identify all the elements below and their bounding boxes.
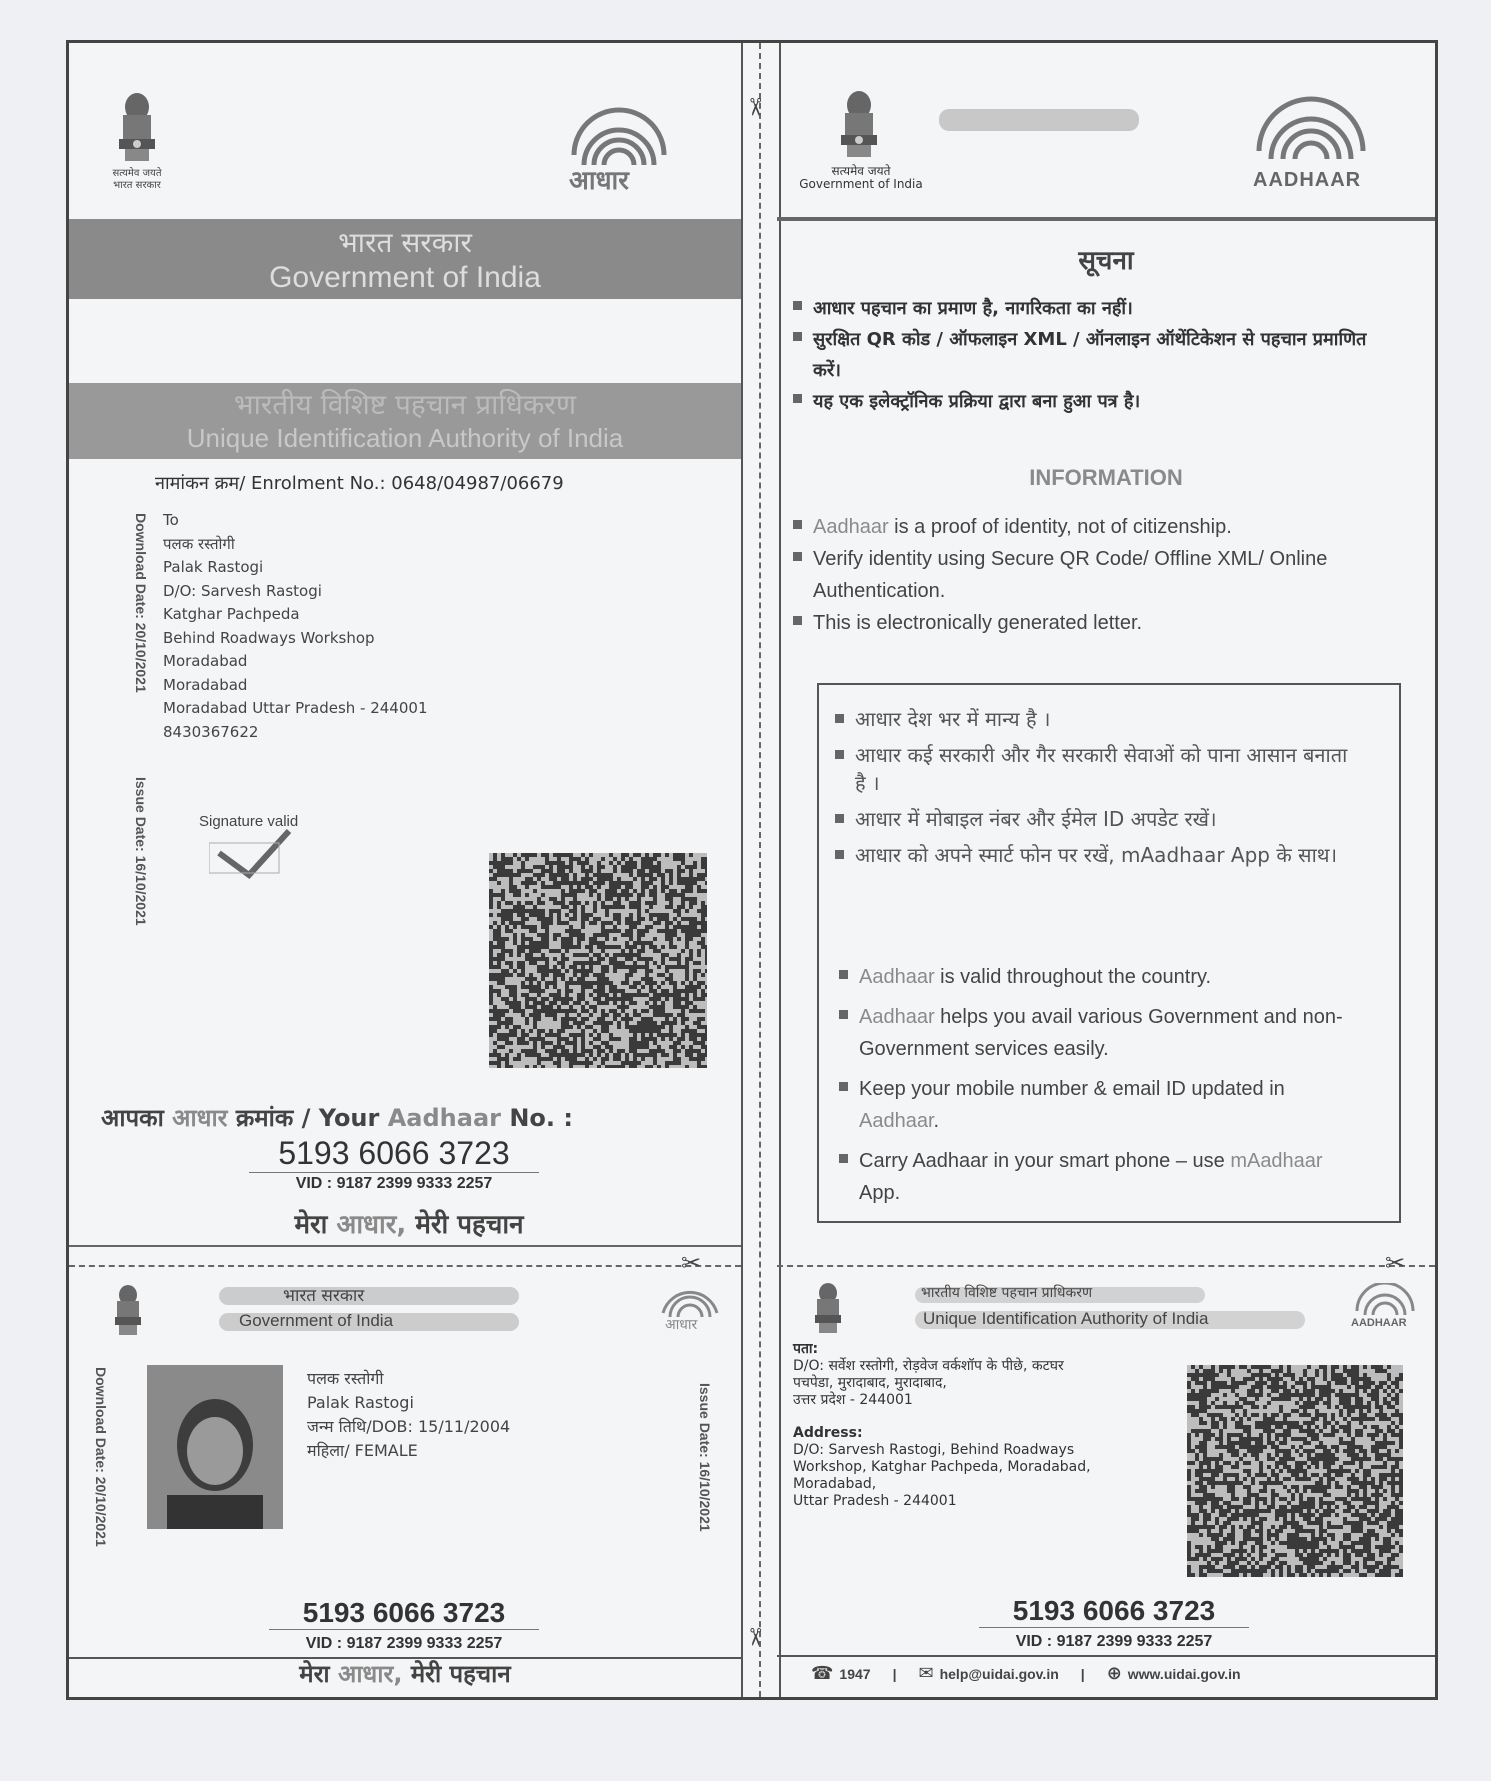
redacted-mark <box>939 109 1139 131</box>
address-line: D/O: Sarvesh Rastogi, Behind Roadways <box>793 1442 1075 1458</box>
info-item-text: Verify identity using Secure QR Code/ Offline XML/ Online Authentication. <box>813 548 1328 602</box>
photo <box>147 1365 283 1529</box>
divider <box>777 217 1435 221</box>
enrolment-number: नामांकन क्रम/ Enrolment No.: 0648/04987/06679 <box>155 473 564 494</box>
address-line: Behind Roadways Workshop <box>163 628 375 647</box>
download-date: Download Date: 20/10/2021 <box>133 513 149 693</box>
scissors-icon: ✂ <box>741 96 770 118</box>
box-en-highlight: Aadhaar <box>859 1006 935 1028</box>
card-uidai-hi: भारतीय विशिष्ट पहचान प्राधिकरण <box>921 1285 1093 1301</box>
pata-line: पचपेडा, मुरादाबाद, मुरादाबाद, <box>793 1375 947 1391</box>
scissors-icon: ✂ <box>741 1626 770 1648</box>
info-item <box>793 607 1423 639</box>
pata-line: D/O: सर्वेश रस्तोगी, रोड़वेज वर्कशॉप के पीछे, कटघर <box>793 1358 1064 1374</box>
box-en-text: helps you avail various Government and non-Government services easily. <box>859 1006 1343 1060</box>
box-en-tail: App. <box>859 1182 901 1204</box>
horizontal-cut-line <box>777 1265 1435 1267</box>
address-line: Katghar Pachpeda <box>163 605 300 623</box>
card-name-en: Palak Rastogi <box>307 1393 414 1412</box>
address-line: Workshop, Katghar Pachpeda, Moradabad, <box>793 1459 1091 1475</box>
uidai-band <box>69 383 741 459</box>
address-line: D/O: Sarvesh Rastogi <box>163 581 322 600</box>
recipient-address <box>163 509 428 744</box>
slogan-part: मेरा <box>299 1660 330 1688</box>
aadhaar-label <box>101 1101 573 1134</box>
suchna-item: सुरक्षित QR कोड / ऑफलाइन XML / ऑनलाइन ऑथेंटिकेशन से पहचान प्रमाणित करें। <box>793 324 1393 386</box>
qr-code <box>489 853 707 1068</box>
issue-date: Issue Date: 16/10/2021 <box>133 777 149 926</box>
address-line: पलक रस्तोगी <box>163 534 235 553</box>
aadhaar-label-part: क्रमांक / Your <box>235 1104 380 1132</box>
aadhaar-logo-text: AADHAAR <box>1253 169 1362 191</box>
separator: | <box>1080 1665 1085 1682</box>
emblem-caption: सत्यमेव जयते भारत सरकार <box>112 168 162 191</box>
emblem-caption: सत्यमेव जयते Government of India <box>799 164 923 191</box>
address-line: Moradabad <box>163 675 248 694</box>
mail-icon: ✉ <box>918 1663 934 1684</box>
info-box-english-list <box>839 961 1359 1217</box>
pata-line: उत्तर प्रदेश - 244001 <box>793 1392 913 1408</box>
aadhaar-logo <box>549 95 689 195</box>
info-box-hindi-list <box>835 705 1355 877</box>
card-qr-code <box>1187 1365 1403 1577</box>
address-label: Address: <box>793 1425 863 1441</box>
gov-hi: भारत सरकार <box>338 226 472 259</box>
emblem-icon <box>805 1277 851 1346</box>
card-issue-date: Issue Date: 16/10/2021 <box>697 1383 713 1532</box>
phone-number: 1947 <box>839 1665 871 1682</box>
horizontal-cut-line <box>69 1265 741 1267</box>
box-hi-item: आधार में मोबाइल नंबर और ईमेल ID अपडेट रखें। <box>835 805 1355 833</box>
card-download-date: Download Date: 20/10/2021 <box>93 1367 109 1547</box>
contact-bar <box>789 1663 1429 1684</box>
aadhaar-logo <box>1231 89 1391 199</box>
emblem-icon <box>105 1279 151 1348</box>
vid-number: VID : 9187 2399 9333 2257 <box>295 1175 493 1192</box>
information-list <box>793 511 1423 639</box>
divider <box>777 1655 1435 1657</box>
aadhaar-logo <box>1347 1283 1423 1333</box>
card-back-vid: VID : 9187 2399 9333 2257 <box>1015 1633 1213 1650</box>
email-address[interactable]: help@uidai.gov.in <box>939 1665 1059 1682</box>
box-hi-item: आधार को अपने स्मार्ट फोन पर रखें, mAadhaar App के साथ। <box>835 841 1355 869</box>
box-en-text: Keep your mobile number & email ID updated in <box>859 1078 1285 1100</box>
aadhaar-logo-text: AADHAAR <box>1351 1317 1407 1329</box>
suchna-list <box>793 293 1393 417</box>
address-line: Palak Rastogi <box>163 558 264 576</box>
aadhaar-label-part: No. : <box>509 1104 573 1132</box>
slogan-part: आधार, <box>338 1660 403 1688</box>
aadhaar-letter-sheet <box>66 40 1438 1700</box>
address-line: To <box>163 511 179 529</box>
info-item-text: This is electronically generated letter. <box>813 612 1143 634</box>
info-item <box>793 543 1423 607</box>
gov-en: Government of India <box>269 261 541 294</box>
card-aadhaar-number: 5193 6066 3723 <box>269 1597 539 1630</box>
address-lines <box>793 1442 1123 1510</box>
card-uidai-en: Unique Identification Authority of India <box>923 1309 1209 1328</box>
card-slogan <box>169 1657 641 1690</box>
box-en-text: is valid throughout the country. <box>934 966 1212 988</box>
aadhaar-label-part: आधार <box>172 1104 228 1132</box>
card-gov-en: Government of India <box>239 1311 394 1330</box>
slogan-part: मेरी पहचान <box>410 1660 511 1688</box>
address-line: 8430367622 <box>163 722 259 741</box>
box-en-item <box>839 1001 1359 1065</box>
card-name-hi: पलक रस्तोगी <box>307 1369 384 1388</box>
info-item-highlight: Aadhaar <box>813 516 889 538</box>
box-en-text: Carry Aadhaar in your smart phone – use <box>859 1150 1231 1172</box>
uidai-en: Unique Identification Authority of India <box>186 423 624 453</box>
box-en-highlight: mAadhaar <box>1230 1150 1323 1172</box>
card-dob: जन्म तिथि/DOB: 15/11/2004 <box>307 1417 511 1436</box>
box-en-item <box>839 1073 1359 1137</box>
box-hi-item: आधार देश भर में मान्य है । <box>835 705 1355 733</box>
info-item-text: is a proof of identity, not of citizenship. <box>888 516 1232 538</box>
aadhaar-label-part: Aadhaar <box>387 1104 501 1132</box>
aadhaar-logo-text: आधार <box>569 166 629 196</box>
website-url[interactable]: www.uidai.gov.in <box>1127 1665 1241 1682</box>
pata-label: पता: <box>793 1341 819 1357</box>
information-title: INFORMATION <box>1029 465 1183 490</box>
aadhaar-logo <box>655 1285 725 1335</box>
box-en-highlight: Aadhaar <box>859 1110 934 1132</box>
card-gov-hi: भारत सरकार <box>283 1286 365 1306</box>
divider <box>69 1245 741 1247</box>
globe-icon: ⊕ <box>1106 1663 1122 1684</box>
box-en-highlight: Aadhaar <box>859 966 935 988</box>
phone-icon: ☎ <box>811 1663 834 1684</box>
separator: | <box>892 1665 897 1682</box>
address-line: Moradabad <box>163 652 248 670</box>
suchna-title: सूचना <box>1078 246 1134 276</box>
gov-band <box>69 219 741 299</box>
card-details <box>307 1367 510 1463</box>
suchna-item: यह एक इलेक्ट्रॉनिक प्रक्रिया द्वारा बना हुआ पत्र है। <box>793 386 1393 417</box>
card-gender: महिला/ FEMALE <box>307 1441 418 1460</box>
card-vid: VID : 9187 2399 9333 2257 <box>305 1635 503 1652</box>
address-line: Moradabad, <box>793 1476 877 1492</box>
redacted-mark <box>219 1287 519 1305</box>
info-item <box>793 511 1423 543</box>
info-box <box>817 683 1401 1223</box>
aadhaar-label-part: आपका <box>101 1104 164 1132</box>
box-en-item <box>839 1145 1359 1209</box>
slogan-part: मेरा <box>294 1210 328 1240</box>
scissors-icon: ✂ <box>1385 1249 1406 1277</box>
address-line: Moradabad Uttar Pradesh - 244001 <box>163 699 428 717</box>
slogan-part: मेरी पहचान <box>415 1210 524 1240</box>
aadhaar-logo-text: आधार <box>665 1317 698 1333</box>
slogan <box>199 1205 619 1241</box>
checkmark-icon <box>209 823 299 888</box>
address-line: Uttar Pradesh - 244001 <box>793 1493 957 1509</box>
pata-lines <box>793 1358 1123 1409</box>
signature-valid: Signature valid <box>199 813 299 830</box>
box-hi-item: आधार कई सरकारी और गैर सरकारी सेवाओं को पाना आसान बनाता है । <box>835 741 1355 797</box>
box-en-item <box>839 961 1359 993</box>
vertical-cut-line <box>741 43 781 1697</box>
card-address-block <box>793 1341 1123 1510</box>
box-en-tail: . <box>933 1110 940 1132</box>
uidai-hi: भारतीय विशिष्ट पहचान प्राधिकरण <box>233 388 577 421</box>
slogan-part: आधार, <box>336 1210 407 1240</box>
card-back-aadhaar-number: 5193 6066 3723 <box>979 1595 1249 1628</box>
scissors-icon: ✂ <box>681 1249 702 1277</box>
aadhaar-number: 5193 6066 3723 <box>249 1135 539 1173</box>
suchna-item: आधार पहचान का प्रमाण है, नागरिकता का नहीं। <box>793 293 1393 324</box>
